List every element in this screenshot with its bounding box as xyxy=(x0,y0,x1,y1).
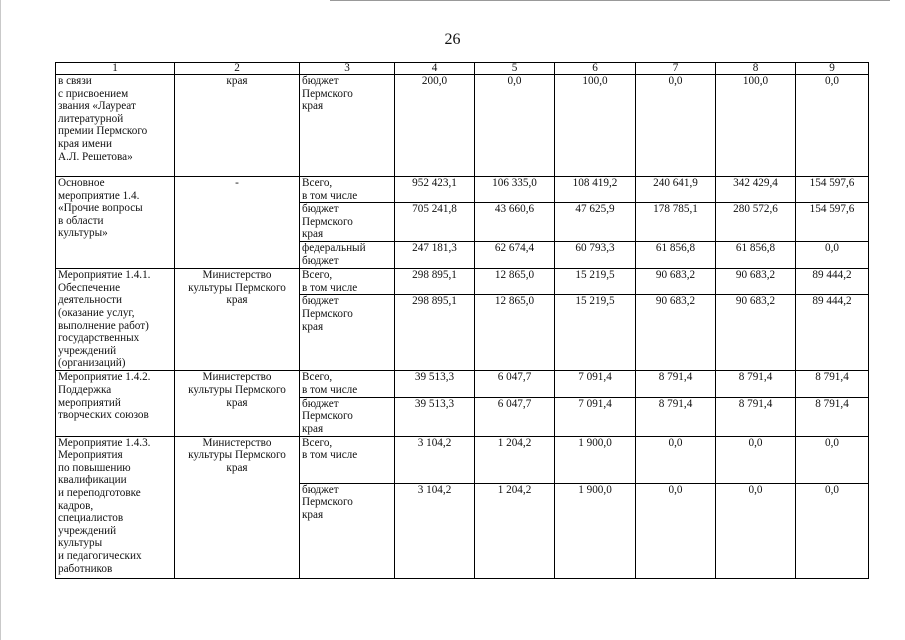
value-cell: 90 683,2 xyxy=(716,295,796,371)
column-number: 7 xyxy=(636,63,716,75)
activity-cell: Мероприятие 1.4.3. Мероприятия по повышению квалификации и переподготовке кадров, специалистов учреждений культуры и педагогических работников xyxy=(56,436,175,578)
funding-table xyxy=(55,62,869,579)
value-cell: 15 219,5 xyxy=(555,295,636,371)
value-cell: 240 641,9 xyxy=(636,177,716,203)
value-cell: 6 047,7 xyxy=(475,371,555,397)
source-cell: бюджет Пермского края xyxy=(300,397,395,436)
source-cell: бюджет Пермского края xyxy=(300,203,395,242)
value-cell: 8 791,4 xyxy=(636,397,716,436)
value-cell: 8 791,4 xyxy=(716,397,796,436)
source-cell: бюджет Пермского края xyxy=(300,295,395,371)
value-cell: 108 419,2 xyxy=(555,177,636,203)
value-cell: 39 513,3 xyxy=(395,397,475,436)
value-cell: 1 900,0 xyxy=(555,436,636,483)
table-row xyxy=(56,436,869,483)
column-number: 9 xyxy=(796,63,869,75)
value-cell: 247 181,3 xyxy=(395,242,475,269)
source-cell: Всего, в том числе xyxy=(300,177,395,203)
column-number: 6 xyxy=(555,63,636,75)
column-number: 3 xyxy=(300,63,395,75)
table-row xyxy=(56,177,869,203)
table-row xyxy=(56,75,869,177)
value-cell: 0,0 xyxy=(796,436,869,483)
value-cell: 298 895,1 xyxy=(395,295,475,371)
value-cell: 12 865,0 xyxy=(475,269,555,295)
activity-cell: в связи с присвоением звания «Лауреат литературной премии Пермского края имени А.Л. Решетова» xyxy=(56,75,175,177)
source-cell: бюджет Пермского края xyxy=(300,75,395,177)
executor-cell: Министерство культуры Пермского края xyxy=(175,269,300,371)
activity-cell: Мероприятие 1.4.1. Обеспечение деятельности (оказание услуг, выполнение работ) государственных учреждений (организаций) xyxy=(56,269,175,371)
column-number-row xyxy=(56,63,869,75)
value-cell: 61 856,8 xyxy=(716,242,796,269)
value-cell: 0,0 xyxy=(475,75,555,177)
value-cell: 0,0 xyxy=(716,436,796,483)
value-cell: 90 683,2 xyxy=(636,295,716,371)
column-number: 2 xyxy=(175,63,300,75)
activity-cell: Основное мероприятие 1.4. «Прочие вопросы в области культуры» xyxy=(56,177,175,269)
value-cell: 89 444,2 xyxy=(796,269,869,295)
value-cell: 0,0 xyxy=(636,75,716,177)
page-number: 26 xyxy=(444,31,461,48)
value-cell: 39 513,3 xyxy=(395,371,475,397)
value-cell: 8 791,4 xyxy=(796,397,869,436)
value-cell: 200,0 xyxy=(395,75,475,177)
value-cell: 280 572,6 xyxy=(716,203,796,242)
value-cell: 952 423,1 xyxy=(395,177,475,203)
value-cell: 90 683,2 xyxy=(716,269,796,295)
value-cell: 6 047,7 xyxy=(475,397,555,436)
value-cell: 90 683,2 xyxy=(636,269,716,295)
source-cell: Всего, в том числе xyxy=(300,436,395,483)
value-cell: 8 791,4 xyxy=(716,371,796,397)
executor-cell: края xyxy=(175,75,300,177)
value-cell: 7 091,4 xyxy=(555,397,636,436)
value-cell: 705 241,8 xyxy=(395,203,475,242)
value-cell: 298 895,1 xyxy=(395,269,475,295)
value-cell: 0,0 xyxy=(796,242,869,269)
executor-cell: Министерство культуры Пермского края xyxy=(175,371,300,436)
column-number: 8 xyxy=(716,63,796,75)
value-cell: 3 104,2 xyxy=(395,436,475,483)
executor-cell: Министерство культуры Пермского края xyxy=(175,436,300,578)
value-cell: 3 104,2 xyxy=(395,483,475,578)
value-cell: 0,0 xyxy=(716,483,796,578)
value-cell: 0,0 xyxy=(636,436,716,483)
left-rule xyxy=(0,0,1,640)
value-cell: 1 900,0 xyxy=(555,483,636,578)
value-cell: 12 865,0 xyxy=(475,295,555,371)
value-cell: 61 856,8 xyxy=(636,242,716,269)
value-cell: 60 793,3 xyxy=(555,242,636,269)
value-cell: 106 335,0 xyxy=(475,177,555,203)
table-row xyxy=(56,371,869,397)
executor-cell: - xyxy=(175,177,300,269)
value-cell: 154 597,6 xyxy=(796,203,869,242)
value-cell: 15 219,5 xyxy=(555,269,636,295)
value-cell: 89 444,2 xyxy=(796,295,869,371)
activity-cell: Мероприятие 1.4.2. Поддержка мероприятий творческих союзов xyxy=(56,371,175,436)
source-cell: федеральный бюджет xyxy=(300,242,395,269)
value-cell: 100,0 xyxy=(716,75,796,177)
value-cell: 7 091,4 xyxy=(555,371,636,397)
column-number: 1 xyxy=(56,63,175,75)
column-number: 4 xyxy=(395,63,475,75)
column-number: 5 xyxy=(475,63,555,75)
value-cell: 47 625,9 xyxy=(555,203,636,242)
source-cell: Всего, в том числе xyxy=(300,371,395,397)
top-rule xyxy=(330,0,890,1)
value-cell: 62 674,4 xyxy=(475,242,555,269)
value-cell: 43 660,6 xyxy=(475,203,555,242)
value-cell: 100,0 xyxy=(555,75,636,177)
value-cell: 8 791,4 xyxy=(796,371,869,397)
value-cell: 0,0 xyxy=(636,483,716,578)
value-cell: 0,0 xyxy=(796,483,869,578)
value-cell: 8 791,4 xyxy=(636,371,716,397)
value-cell: 1 204,2 xyxy=(475,483,555,578)
value-cell: 0,0 xyxy=(796,75,869,177)
source-cell: бюджет Пермского края xyxy=(300,483,395,578)
value-cell: 154 597,6 xyxy=(796,177,869,203)
value-cell: 1 204,2 xyxy=(475,436,555,483)
value-cell: 178 785,1 xyxy=(636,203,716,242)
value-cell: 342 429,4 xyxy=(716,177,796,203)
table-row xyxy=(56,269,869,295)
source-cell: Всего, в том числе xyxy=(300,269,395,295)
